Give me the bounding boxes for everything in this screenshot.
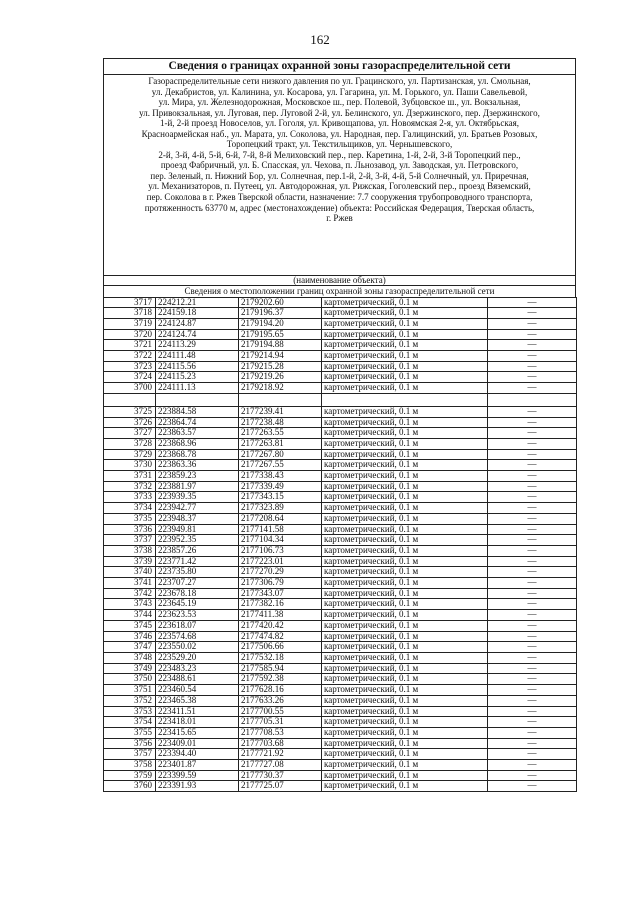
- description-cell: —: [488, 556, 577, 567]
- y-coordinate-cell: 2177343.07: [239, 588, 322, 599]
- table-row: [104, 738, 577, 749]
- point-number-cell: 3759: [104, 770, 156, 781]
- y-coordinate-cell: 2179195.65: [239, 329, 322, 340]
- table-row: [104, 770, 577, 781]
- x-coordinate-cell: 223401.87: [156, 760, 239, 771]
- description-cell: —: [488, 578, 577, 589]
- point-number-cell: 3728: [104, 438, 156, 449]
- description-cell: —: [488, 717, 577, 728]
- method-cell: картометрический, 0.1 м: [322, 610, 488, 621]
- point-number-cell: 3745: [104, 620, 156, 631]
- description-cell: —: [488, 706, 577, 717]
- description-cell: —: [488, 297, 577, 308]
- x-coordinate-cell: 223529.20: [156, 653, 239, 664]
- point-number-cell: 3737: [104, 535, 156, 546]
- table-row: [104, 318, 577, 329]
- table-row: [104, 513, 577, 524]
- x-coordinate-cell: 223859.23: [156, 471, 239, 482]
- method-cell: картометрический, 0.1 м: [322, 545, 488, 556]
- object-description: [103, 74, 576, 275]
- x-coordinate-cell: 224212.21: [156, 297, 239, 308]
- x-coordinate-cell: 223409.01: [156, 738, 239, 749]
- method-cell: картометрический, 0.1 м: [322, 297, 488, 308]
- x-coordinate-cell: 223460.54: [156, 685, 239, 696]
- y-coordinate-cell: 2179202.60: [239, 297, 322, 308]
- method-cell: картометрический, 0.1 м: [322, 503, 488, 514]
- method-cell: картометрический, 0.1 м: [322, 383, 488, 394]
- description-cell: —: [488, 417, 577, 428]
- x-coordinate-cell: 223868.96: [156, 438, 239, 449]
- x-coordinate-cell: 223949.81: [156, 524, 239, 535]
- y-coordinate-cell: 2177339.49: [239, 481, 322, 492]
- y-coordinate-cell: 2177700.55: [239, 706, 322, 717]
- table-row: [104, 556, 577, 567]
- method-cell: картометрический, 0.1 м: [322, 318, 488, 329]
- method-cell: картометрический, 0.1 м: [322, 760, 488, 771]
- method-cell: картометрический, 0.1 м: [322, 663, 488, 674]
- description-cell: —: [488, 770, 577, 781]
- description-line: ул. Декабристов, ул. Калинина, ул. Косарова, ул. Гагарина, ул. М. Горького, ул. Паши Савельевой,: [151, 86, 528, 97]
- x-coordinate-cell: 223942.77: [156, 503, 239, 514]
- point-number-cell: 3719: [104, 318, 156, 329]
- x-coordinate-cell: 223418.01: [156, 717, 239, 728]
- point-number-cell: 3744: [104, 610, 156, 621]
- point-number-cell: 3753: [104, 706, 156, 717]
- method-cell: картометрический, 0.1 м: [322, 471, 488, 482]
- x-coordinate-cell: 223678.18: [156, 588, 239, 599]
- point-number-cell: 3760: [104, 781, 156, 792]
- point-number-cell: 3742: [104, 588, 156, 599]
- table-row: [104, 642, 577, 653]
- table-row: [104, 417, 577, 428]
- table-row: [104, 781, 577, 792]
- method-cell: картометрический, 0.1 м: [322, 738, 488, 749]
- table-row: [104, 567, 577, 578]
- y-coordinate-cell: 2177104.34: [239, 535, 322, 546]
- description-line: ул. Привокзальная, ул. Луговая, пер. Луговой 2-й, ул. Белинского, ул. Дзержинского, пер. Дзержинского,: [139, 107, 540, 118]
- table-row: [104, 588, 577, 599]
- description-cell: —: [488, 438, 577, 449]
- table-row: [104, 438, 577, 449]
- table-row: [104, 610, 577, 621]
- description-cell: —: [488, 631, 577, 642]
- method-cell: картометрический, 0.1 м: [322, 695, 488, 706]
- table-row: [104, 727, 577, 738]
- description-cell: —: [488, 727, 577, 738]
- table-row: [104, 406, 577, 417]
- point-number-cell: 3721: [104, 340, 156, 351]
- table-row: [104, 695, 577, 706]
- x-coordinate-cell: 223415.65: [156, 727, 239, 738]
- x-coordinate-cell: 223863.36: [156, 460, 239, 471]
- y-coordinate-cell: 2177238.48: [239, 417, 322, 428]
- description-cell: —: [488, 361, 577, 372]
- description-cell: —: [488, 642, 577, 653]
- point-number-cell: 3755: [104, 727, 156, 738]
- point-number-cell: 3757: [104, 749, 156, 760]
- point-number-cell: 3756: [104, 738, 156, 749]
- table-row: [104, 503, 577, 514]
- x-coordinate-cell: 224111.48: [156, 351, 239, 362]
- table-row: [104, 297, 577, 308]
- table-row: [104, 361, 577, 372]
- description-line: ул. Мира, ул. Железнодорожная, Московское ш., пер. Полевой, Зубцовское ш., ул. Вокзальная,: [158, 97, 521, 108]
- method-cell: картометрический, 0.1 м: [322, 770, 488, 781]
- method-cell: картометрический, 0.1 м: [322, 620, 488, 631]
- point-number-cell: 3723: [104, 361, 156, 372]
- empty-cell: [488, 393, 577, 406]
- x-coordinate-cell: 223863.57: [156, 428, 239, 439]
- point-number-cell: 3743: [104, 599, 156, 610]
- y-coordinate-cell: 2177420.42: [239, 620, 322, 631]
- y-coordinate-cell: 2177382.16: [239, 599, 322, 610]
- table-row: [104, 685, 577, 696]
- x-coordinate-cell: 223465.38: [156, 695, 239, 706]
- x-coordinate-cell: 223771.42: [156, 556, 239, 567]
- y-coordinate-cell: 2177323.89: [239, 503, 322, 514]
- description-cell: —: [488, 428, 577, 439]
- y-coordinate-cell: 2179196.37: [239, 308, 322, 319]
- method-cell: картометрический, 0.1 м: [322, 556, 488, 567]
- description-cell: —: [488, 471, 577, 482]
- description-cell: —: [488, 383, 577, 394]
- method-cell: картометрический, 0.1 м: [322, 578, 488, 589]
- description-cell: —: [488, 663, 577, 674]
- y-coordinate-cell: 2177263.81: [239, 438, 322, 449]
- y-coordinate-cell: 2177730.37: [239, 770, 322, 781]
- description-line: Красноармейская наб., ул. Марата, ул. Соколова, ул. Народная, пер. Галицинский, ул. Братьев Розовых,: [141, 128, 538, 139]
- table-row: [104, 749, 577, 760]
- y-coordinate-cell: 2177270.29: [239, 567, 322, 578]
- description-cell: —: [488, 503, 577, 514]
- method-cell: картометрический, 0.1 м: [322, 449, 488, 460]
- x-coordinate-cell: 224159.18: [156, 308, 239, 319]
- point-number-cell: 3736: [104, 524, 156, 535]
- y-coordinate-cell: 2179218.92: [239, 383, 322, 394]
- x-coordinate-cell: 223488.61: [156, 674, 239, 685]
- method-cell: картометрический, 0.1 м: [322, 717, 488, 728]
- x-coordinate-cell: 223623.53: [156, 610, 239, 621]
- description-cell: —: [488, 620, 577, 631]
- y-coordinate-cell: 2179215.28: [239, 361, 322, 372]
- y-coordinate-cell: 2179194.88: [239, 340, 322, 351]
- method-cell: картометрический, 0.1 м: [322, 340, 488, 351]
- x-coordinate-cell: 223483.23: [156, 663, 239, 674]
- table-row: [104, 428, 577, 439]
- description-cell: —: [488, 781, 577, 792]
- description-cell: —: [488, 535, 577, 546]
- point-number-cell: 3727: [104, 428, 156, 439]
- y-coordinate-cell: 2179219.26: [239, 372, 322, 383]
- x-coordinate-cell: 223391.93: [156, 781, 239, 792]
- point-number-cell: 3750: [104, 674, 156, 685]
- y-coordinate-cell: 2177141.58: [239, 524, 322, 535]
- x-coordinate-cell: 223952.35: [156, 535, 239, 546]
- point-number-cell: 3717: [104, 297, 156, 308]
- x-coordinate-cell: 223868.78: [156, 449, 239, 460]
- table-row: [104, 449, 577, 460]
- method-cell: картометрический, 0.1 м: [322, 372, 488, 383]
- method-cell: картометрический, 0.1 м: [322, 460, 488, 471]
- y-coordinate-cell: 2177585.94: [239, 663, 322, 674]
- x-coordinate-cell: 224113.29: [156, 340, 239, 351]
- x-coordinate-cell: 223864.74: [156, 417, 239, 428]
- table-row: [104, 372, 577, 383]
- empty-cell: [239, 393, 322, 406]
- description-line: ул. Механизаторов, п. Путеец, ул. Автодорожная, ул. Рижская, Гоголевский пер., проезд Вяземский,: [148, 181, 531, 192]
- y-coordinate-cell: 2177411.38: [239, 610, 322, 621]
- description-line: Торопецкий тракт, ул. Текстильщиков, ул. Чернышевского,: [226, 139, 453, 150]
- point-number-cell: 3752: [104, 695, 156, 706]
- coordinates-table: [103, 297, 577, 793]
- x-coordinate-cell: 223411.51: [156, 706, 239, 717]
- description-line: г. Ржев: [326, 213, 353, 224]
- method-cell: картометрический, 0.1 м: [322, 727, 488, 738]
- description-cell: —: [488, 406, 577, 417]
- x-coordinate-cell: 223857.26: [156, 545, 239, 556]
- method-cell: картометрический, 0.1 м: [322, 308, 488, 319]
- description-cell: —: [488, 340, 577, 351]
- x-coordinate-cell: 223707.27: [156, 578, 239, 589]
- description-cell: —: [488, 653, 577, 664]
- y-coordinate-cell: 2179214.94: [239, 351, 322, 362]
- point-number-cell: 3746: [104, 631, 156, 642]
- point-number-cell: 3732: [104, 481, 156, 492]
- point-number-cell: 3740: [104, 567, 156, 578]
- description-cell: —: [488, 460, 577, 471]
- y-coordinate-cell: 2177727.08: [239, 760, 322, 771]
- y-coordinate-cell: 2177263.55: [239, 428, 322, 439]
- description-cell: —: [488, 738, 577, 749]
- description-cell: —: [488, 695, 577, 706]
- description-cell: —: [488, 449, 577, 460]
- x-coordinate-cell: 224111.13: [156, 383, 239, 394]
- description-cell: —: [488, 674, 577, 685]
- y-coordinate-cell: 2177592.38: [239, 674, 322, 685]
- table-row: [104, 492, 577, 503]
- y-coordinate-cell: 2177708.53: [239, 727, 322, 738]
- point-number-cell: 3730: [104, 460, 156, 471]
- empty-row: [104, 393, 577, 406]
- y-coordinate-cell: 2177633.26: [239, 695, 322, 706]
- x-coordinate-cell: 223735.80: [156, 567, 239, 578]
- x-coordinate-cell: 223881.97: [156, 481, 239, 492]
- y-coordinate-cell: 2177506.66: [239, 642, 322, 653]
- table-row: [104, 620, 577, 631]
- point-number-cell: 3758: [104, 760, 156, 771]
- point-number-cell: 3725: [104, 406, 156, 417]
- table-row: [104, 535, 577, 546]
- point-number-cell: 3739: [104, 556, 156, 567]
- x-coordinate-cell: 223574.68: [156, 631, 239, 642]
- y-coordinate-cell: 2177721.92: [239, 749, 322, 760]
- point-number-cell: 3749: [104, 663, 156, 674]
- table-row: [104, 706, 577, 717]
- y-coordinate-cell: 2177106.73: [239, 545, 322, 556]
- method-cell: картометрический, 0.1 м: [322, 329, 488, 340]
- point-number-cell: 3724: [104, 372, 156, 383]
- description-cell: —: [488, 524, 577, 535]
- y-coordinate-cell: 2177628.16: [239, 685, 322, 696]
- y-coordinate-cell: 2177267.55: [239, 460, 322, 471]
- description-line: пер. Зеленый, п. Нижний Бор, ул. Солнечная, пер.1-й, 2-й, 3-й, 4-й, 5-й Солнечный, ул. Приречная,: [150, 170, 529, 181]
- point-number-cell: 3718: [104, 308, 156, 319]
- point-number-cell: 3741: [104, 578, 156, 589]
- x-coordinate-cell: 223399.59: [156, 770, 239, 781]
- method-cell: картометрический, 0.1 м: [322, 417, 488, 428]
- method-cell: картометрический, 0.1 м: [322, 428, 488, 439]
- document-title: Сведения о границах охранной зоны газораспределительной сети: [103, 58, 576, 74]
- x-coordinate-cell: 223618.07: [156, 620, 239, 631]
- table-row: [104, 383, 577, 394]
- x-coordinate-cell: 223939.35: [156, 492, 239, 503]
- method-cell: картометрический, 0.1 м: [322, 406, 488, 417]
- method-cell: картометрический, 0.1 м: [322, 685, 488, 696]
- method-cell: картометрический, 0.1 м: [322, 749, 488, 760]
- description-cell: —: [488, 481, 577, 492]
- x-coordinate-cell: 223645.19: [156, 599, 239, 610]
- table-row: [104, 340, 577, 351]
- description-cell: —: [488, 308, 577, 319]
- description-cell: —: [488, 329, 577, 340]
- table-row: [104, 481, 577, 492]
- table-row: [104, 471, 577, 482]
- x-coordinate-cell: 223948.37: [156, 513, 239, 524]
- method-cell: картометрический, 0.1 м: [322, 567, 488, 578]
- method-cell: картометрический, 0.1 м: [322, 438, 488, 449]
- point-number-cell: 3700: [104, 383, 156, 394]
- table-row: [104, 663, 577, 674]
- table-row: [104, 599, 577, 610]
- y-coordinate-cell: 2177267.80: [239, 449, 322, 460]
- method-cell: картометрический, 0.1 м: [322, 492, 488, 503]
- y-coordinate-cell: 2177703.68: [239, 738, 322, 749]
- x-coordinate-cell: 224115.23: [156, 372, 239, 383]
- description-line: пер. Соколова в г. Ржев Тверской области, назначение: 7.7 сооружения трубопроводного транспорта,: [146, 192, 533, 203]
- description-cell: —: [488, 599, 577, 610]
- description-cell: —: [488, 760, 577, 771]
- y-coordinate-cell: 2177208.64: [239, 513, 322, 524]
- method-cell: картометрический, 0.1 м: [322, 642, 488, 653]
- method-cell: картометрический, 0.1 м: [322, 588, 488, 599]
- empty-cell: [322, 393, 488, 406]
- y-coordinate-cell: 2177725.07: [239, 781, 322, 792]
- method-cell: картометрический, 0.1 м: [322, 524, 488, 535]
- page-number: 162: [310, 32, 330, 47]
- description-cell: —: [488, 318, 577, 329]
- point-number-cell: 3729: [104, 449, 156, 460]
- description-cell: —: [488, 749, 577, 760]
- description-cell: —: [488, 372, 577, 383]
- x-coordinate-cell: 224124.87: [156, 318, 239, 329]
- y-coordinate-cell: 2179194.20: [239, 318, 322, 329]
- x-coordinate-cell: 224124.74: [156, 329, 239, 340]
- point-number-cell: 3748: [104, 653, 156, 664]
- y-coordinate-cell: 2177532.18: [239, 653, 322, 664]
- description-line: протяженность 63770 м, адрес (местонахождение) объекта: Российская Федерация, Тверская область,: [144, 202, 535, 213]
- table-row: [104, 631, 577, 642]
- method-cell: картометрический, 0.1 м: [322, 361, 488, 372]
- table-row: [104, 578, 577, 589]
- point-number-cell: 3726: [104, 417, 156, 428]
- table-row: [104, 545, 577, 556]
- method-cell: картометрический, 0.1 м: [322, 631, 488, 642]
- location-caption: Сведения о местоположении границ охранной зоны газораспределительной сети: [103, 285, 576, 297]
- point-number-cell: 3751: [104, 685, 156, 696]
- method-cell: картометрический, 0.1 м: [322, 351, 488, 362]
- point-number-cell: 3722: [104, 351, 156, 362]
- point-number-cell: 3731: [104, 471, 156, 482]
- empty-cell: [104, 393, 156, 406]
- method-cell: картометрический, 0.1 м: [322, 781, 488, 792]
- point-number-cell: 3720: [104, 329, 156, 340]
- method-cell: картометрический, 0.1 м: [322, 481, 488, 492]
- empty-cell: [156, 393, 239, 406]
- table-row: [104, 524, 577, 535]
- method-cell: картометрический, 0.1 м: [322, 674, 488, 685]
- y-coordinate-cell: 2177705.31: [239, 717, 322, 728]
- table-row: [104, 351, 577, 362]
- method-cell: картометрический, 0.1 м: [322, 513, 488, 524]
- description-cell: —: [488, 492, 577, 503]
- point-number-cell: 3754: [104, 717, 156, 728]
- y-coordinate-cell: 2177239.41: [239, 406, 322, 417]
- description-cell: —: [488, 588, 577, 599]
- description-line: 1-й, 2-й проезд Новоселов, ул. Гоголя, ул. Кривощапова, ул. Новоямская 2-я, ул. Октябрьская,: [159, 118, 520, 129]
- description-cell: —: [488, 610, 577, 621]
- x-coordinate-cell: 223394.40: [156, 749, 239, 760]
- table-row: [104, 760, 577, 771]
- description-line: 2-й, 3-й, 4-й, 5-й, 6-й, 7-й, 8-й Мелиховский пер., пер. Каретина, 1-й, 2-й, 3-й Торопецкий пер.,: [158, 149, 521, 160]
- y-coordinate-cell: 2177306.79: [239, 578, 322, 589]
- point-number-cell: 3733: [104, 492, 156, 503]
- y-coordinate-cell: 2177474.82: [239, 631, 322, 642]
- x-coordinate-cell: 224115.56: [156, 361, 239, 372]
- table-row: [104, 460, 577, 471]
- method-cell: картометрический, 0.1 м: [322, 653, 488, 664]
- method-cell: картометрический, 0.1 м: [322, 706, 488, 717]
- y-coordinate-cell: 2177343.15: [239, 492, 322, 503]
- object-name-caption: (наименование объекта): [103, 275, 576, 285]
- description-cell: —: [488, 545, 577, 556]
- description-cell: —: [488, 685, 577, 696]
- table-row: [104, 308, 577, 319]
- table-row: [104, 653, 577, 664]
- description-line: проезд Фабричный, ул. Б. Спасская, ул. Чехова, п. Льнозавод, ул. Заводская, ул. Петровского,: [160, 160, 519, 171]
- point-number-cell: 3738: [104, 545, 156, 556]
- description-line: Газораспределительные сети низкого давления по ул. Грацинского, ул. Партизанская, ул. Смольная,: [148, 76, 531, 86]
- description-cell: —: [488, 351, 577, 362]
- table-row: [104, 329, 577, 340]
- y-coordinate-cell: 2177223.01: [239, 556, 322, 567]
- y-coordinate-cell: 2177338.43: [239, 471, 322, 482]
- boundary-document: [103, 58, 576, 792]
- point-number-cell: 3747: [104, 642, 156, 653]
- point-number-cell: 3735: [104, 513, 156, 524]
- x-coordinate-cell: 223884.58: [156, 406, 239, 417]
- table-row: [104, 717, 577, 728]
- description-cell: —: [488, 513, 577, 524]
- table-row: [104, 674, 577, 685]
- x-coordinate-cell: 223550.02: [156, 642, 239, 653]
- description-cell: —: [488, 567, 577, 578]
- method-cell: картометрический, 0.1 м: [322, 599, 488, 610]
- point-number-cell: 3734: [104, 503, 156, 514]
- method-cell: картометрический, 0.1 м: [322, 535, 488, 546]
